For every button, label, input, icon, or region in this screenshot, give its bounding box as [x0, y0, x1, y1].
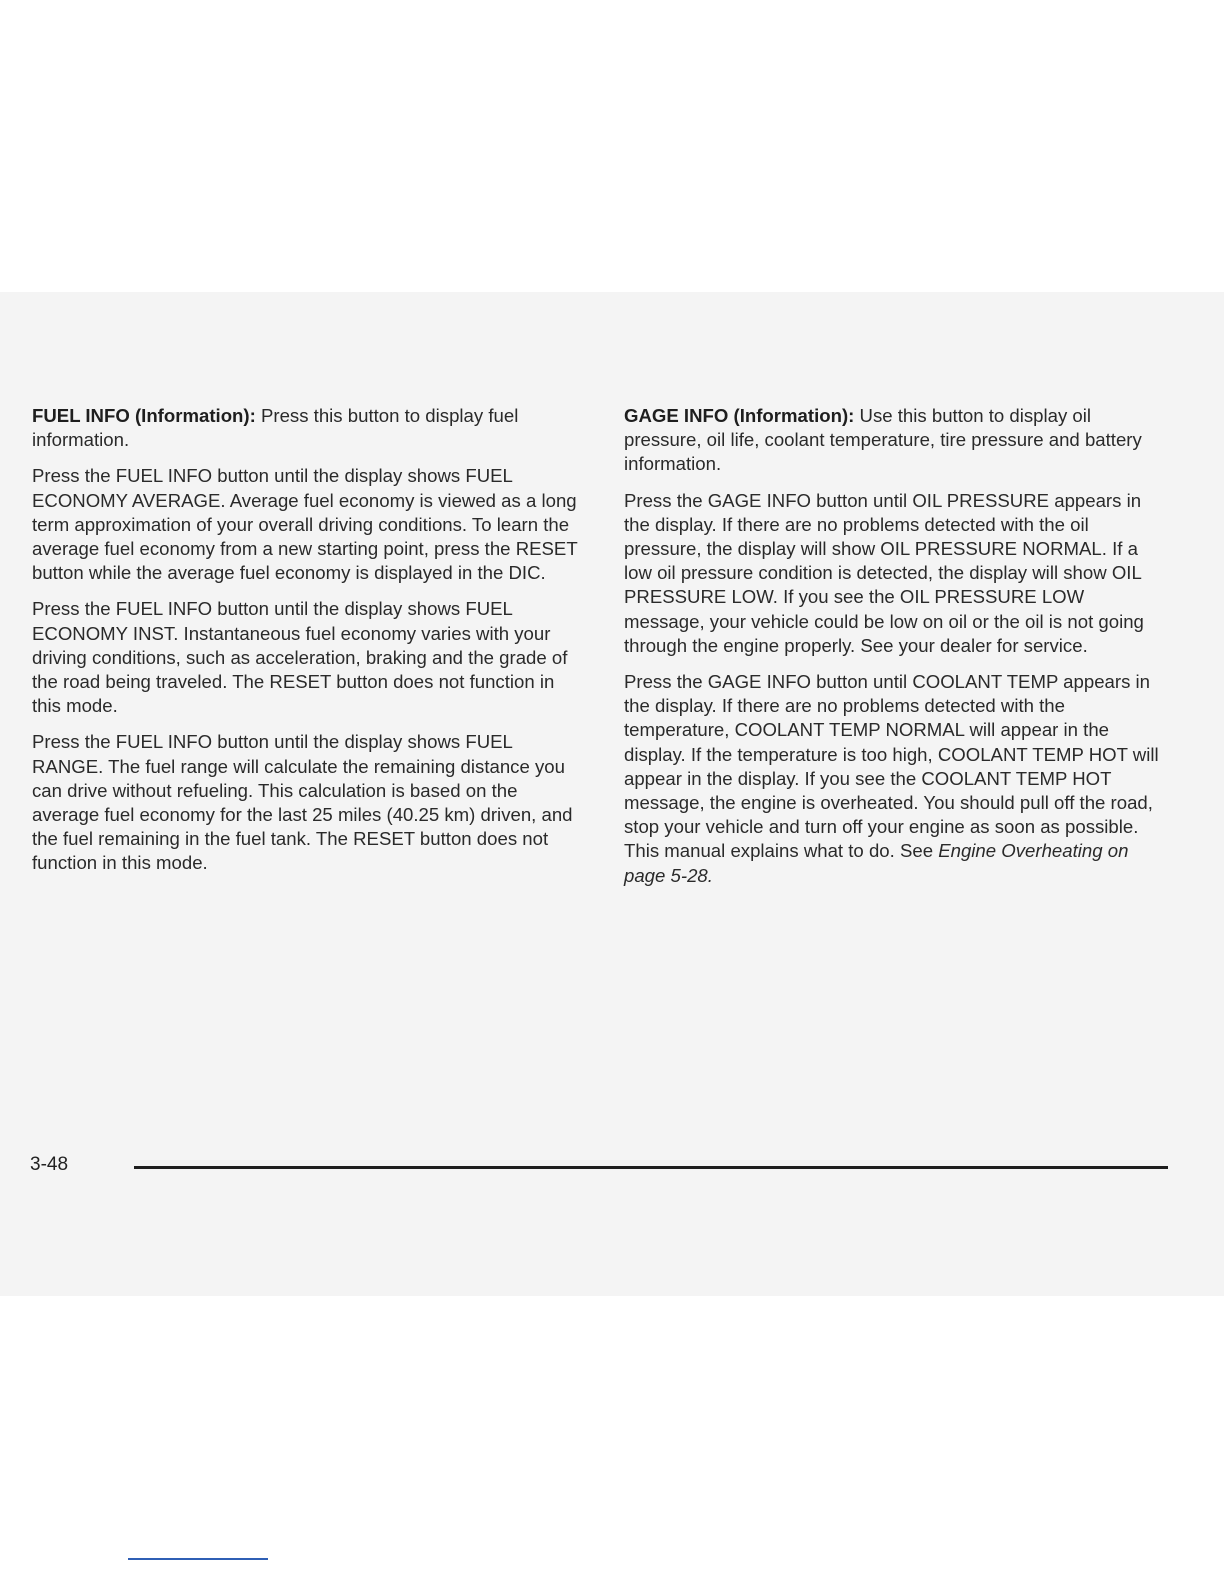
left-column [32, 404, 584, 888]
gage-info-section [624, 404, 1160, 477]
engine-overheating-reference[interactable]: Engine Overheating on page 5-28. [624, 840, 1129, 886]
oil-pressure-paragraph: Press the GAGE INFO button until OIL PRESSURE appears in the display. If there are no problems detected with the oil pressure, the display will show OIL PRESSURE NORMAL. If a low oil pressure condition is detected, the display will show OIL PRESSURE LOW. If you see the OIL PRESSURE LOW message, your vehicle could be low on oil or the oil is not going through the engine properly. See your dealer for service. [624, 489, 1144, 656]
fuel-economy-inst-paragraph: Press the FUEL INFO button until the display shows FUEL ECONOMY INST. Instantaneous fuel economy varies with your driving conditions, such as acceleration, braking and the grade of the road being traveled. The RESET button does not function in this mode. [32, 598, 568, 717]
right-column [624, 404, 1160, 900]
coolant-temp-paragraph [624, 670, 1160, 888]
bottom-divider [128, 1558, 268, 1560]
fuel-info-section [32, 404, 584, 452]
fuel-info-intro: Press this button to display fuel information. [32, 405, 519, 451]
fuel-range-paragraph: Press the FUEL INFO button until the display shows FUEL RANGE. The fuel range will calculate the remaining distance you can drive without refueling. This calculation is based on the average fuel economy for the last 25 miles (40.25 km) driven, and the fuel remaining in the fuel tank. The RESET button does not function in this mode. [32, 731, 573, 874]
manual-page [0, 292, 1224, 1296]
footer-rule [134, 1166, 1168, 1169]
coolant-temp-text: Press the GAGE INFO button until COOLANT TEMP appears in the display. If there are no problems detected with the temperature, COOLANT TEMP NORMAL will appear in the display. If the temperature is too high, COOLANT TEMP HOT will appear in the display. If you see the COOLANT TEMP HOT message, the engine is overheated. You should pull off the road, stop your vehicle and turn off your engine as soon as possible. This manual explains what to do. See [624, 671, 1159, 862]
gage-info-heading: GAGE INFO (Information): [624, 405, 855, 426]
fuel-economy-average-paragraph: Press the FUEL INFO button until the display shows FUEL ECONOMY AVERAGE. Average fuel economy is viewed as a long term approximation of your overall driving conditions. To learn the average fuel economy from a new starting point, press the RESET button while the average fuel economy is displayed in the DIC. [32, 465, 578, 584]
page-number: 3-48 [30, 1154, 69, 1175]
gage-info-intro: Use this button to display oil pressure, oil life, coolant temperature, tire pressure and battery information. [624, 405, 1142, 475]
fuel-info-heading: FUEL INFO (Information): [32, 405, 256, 426]
